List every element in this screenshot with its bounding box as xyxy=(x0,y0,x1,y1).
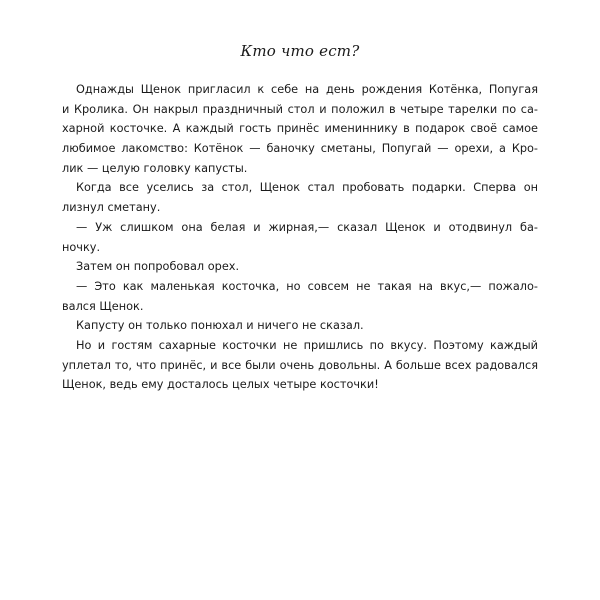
story-line: Затем он попробовал орех. xyxy=(76,260,240,274)
story-line: ночку. xyxy=(62,240,101,254)
story-line: харной косточке. А каждый гость принёс имениннику в подарок своё самое xyxy=(62,122,538,136)
story-line: любимое лакомство: Котёнок — баночку сметаны, Попугай — орехи, а Кро- xyxy=(62,142,538,156)
story-line: — Это как маленькая косточка, но совсем не такая на вкус,— пожало- xyxy=(76,279,538,293)
story-line: Когда все уселись за стол, Щенок стал пробовать подарки. Сперва он xyxy=(76,181,538,195)
story-line: Щенок, ведь ему досталось целых четыре косточки! xyxy=(62,378,379,392)
story-line: — Уж слишком она белая и жирная,— сказал Щенок и отодвинул ба- xyxy=(76,220,538,234)
story-line: и Кролика. Он накрыл праздничный стол и положил в четыре тарелки по са- xyxy=(62,102,538,116)
story-text xyxy=(62,80,538,395)
story-line: Капусту он только понюхал и ничего не сказал. xyxy=(76,319,364,333)
story-line: Однажды Щенок пригласил к себе на день рождения Котёнка, Попугая xyxy=(76,83,538,96)
story-line: Но и гостям сахарные косточки не пришлись по вкусу. Поэтому каждый xyxy=(76,338,538,352)
story-line: лизнул сметану. xyxy=(62,201,161,215)
story-line: лик — целую головку капусты. xyxy=(62,161,248,175)
story-title: Кто что ест? xyxy=(240,42,360,60)
story-line: уплетал то, что принёс, и все были очень довольны. А больше всех радовался xyxy=(62,358,538,372)
story-line: вался Щенок. xyxy=(62,299,144,313)
